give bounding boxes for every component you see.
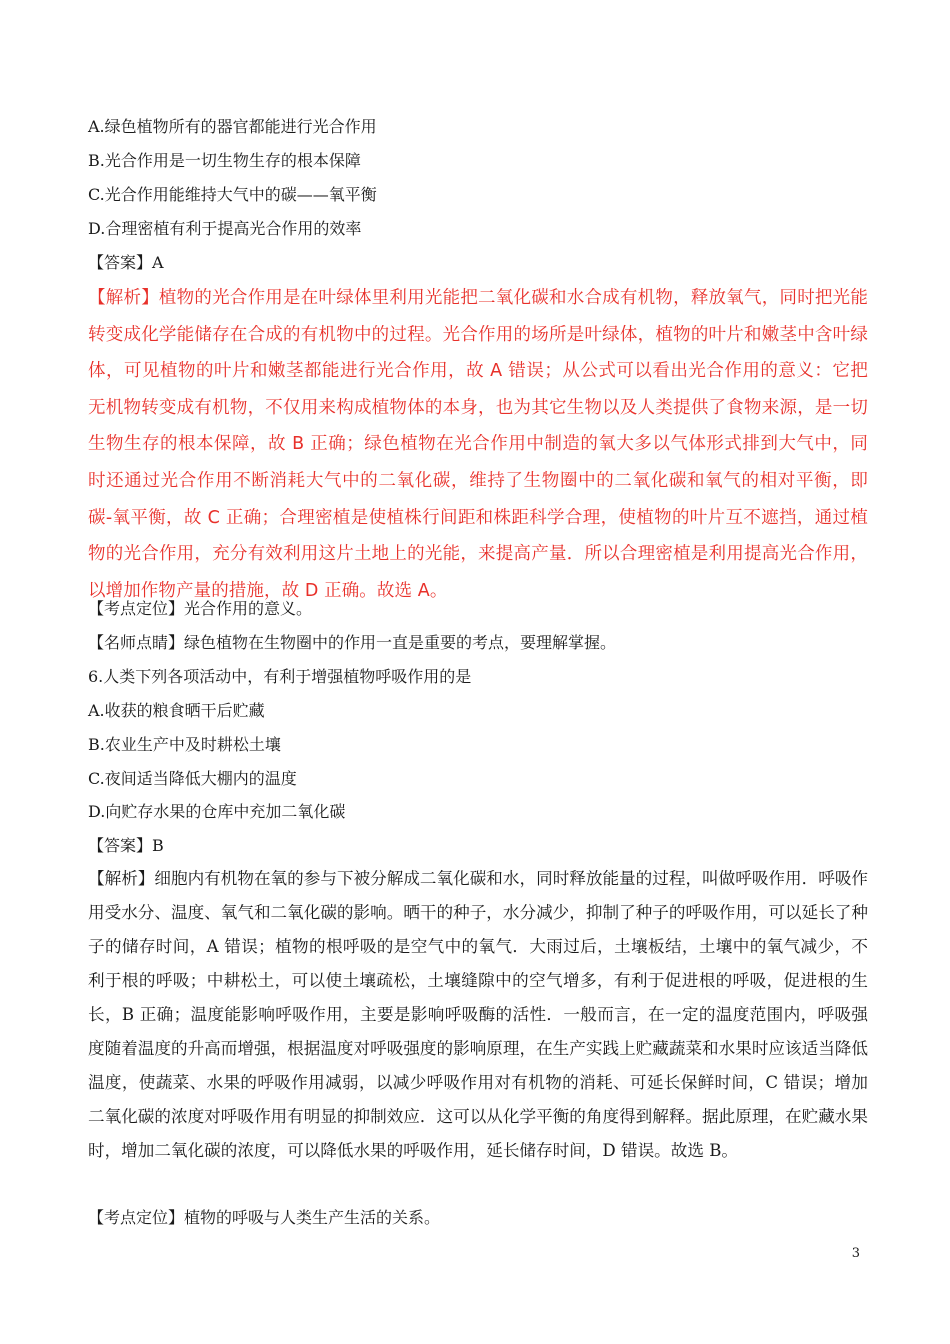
q6-option-b: B.农业生产中及时耕松土壤: [88, 735, 281, 754]
page-number: 3: [851, 1246, 860, 1261]
q6-option-c: C.夜间适当降低大棚内的温度: [88, 769, 297, 788]
q6-analysis-tag: 【解析】: [88, 869, 155, 888]
q5-option-d: D.合理密植有利于提高光合作用的效率: [88, 219, 362, 238]
q5-option-c: C.光合作用能维持大气中的碳——氧平衡: [88, 185, 377, 204]
q6-analysis-text: 细胞内有机物在氧的参与下被分解成二氧化碳和水，同时释放能量的过程，叫做呼吸作用．呼吸作用受水分、温度、氧气和二氧化碳的影响。晒干的种子，水分减少，抑制了种子的呼吸作用，可以延长了种子的储存时间，A 错误；植物的根呼吸的是空气中的氧气．大雨过后，土壤板结，土壤中的氧气减少，不利于根的呼吸；中耕松土，可以使土壤疏松，土壤缝隙中的空气增多，有利于促进根的呼吸，促进根的生长，B 正确；温度能影响呼吸作用，主要是影响呼吸酶的活性．一般而言，在一定的温度范围内，呼吸强度随着温度的升高而增强，根据温度对呼吸强度的影响原理，在生产实践上贮藏蔬菜和水果时应该适当降低温度，使蔬菜、水果的呼吸作用减弱，以减少呼吸作用对有机物的消耗、可延长保鲜时间，C 错误；增加二氧化碳的浓度对呼吸作用有明显的抑制效应．这可以从化学平衡的角度得到解释。据此原理，在贮藏水果时，增加二氧化碳的浓度，可以降低水果的呼吸作用，延长储存时间，D 错误。故选 B。: [88, 869, 869, 1160]
q6-option-a: A.收获的粮食晒干后贮藏: [88, 701, 265, 720]
q5-option-a: A.绿色植物所有的器官都能进行光合作用: [88, 117, 377, 136]
q5-analysis-paragraph: [88, 280, 868, 609]
q5-mingshi: 【名师点睛】绿色植物在生物圈中的作用一直是重要的考点，要理解掌握。: [88, 633, 617, 652]
q6-stem: 6.人类下列各项活动中，有利于增强植物呼吸作用的是: [88, 667, 472, 686]
q6-option-d: D.向贮存水果的仓库中充加二氧化碳: [88, 802, 346, 821]
q5-option-b: B.光合作用是一切生物生存的根本保障: [88, 151, 361, 170]
q5-answer: 【答案】A: [88, 253, 164, 272]
q6-analysis-paragraph: [88, 862, 868, 1168]
q6-answer: 【答案】B: [88, 836, 164, 855]
q6-kaodian: 【考点定位】植物的呼吸与人类生产生活的关系。: [88, 1208, 441, 1227]
q5-analysis-tag: 【解析】: [88, 288, 159, 308]
q5-analysis-text: 植物的光合作用是在叶绿体里利用光能把二氧化碳和水合成有机物，释放氧气，同时把光能转变成化学能储存在合成的有机物中的过程。光合作用的场所是叶绿体，植物的叶片和嫩茎中含叶绿体，可见植物的叶片和嫩茎都能进行光合作用，故 A 错误；从公式可以看出光合作用的意义：它把无机物转变成有机物，不仅用来构成植物体的本身，也为其它生物以及人类提供了食物来源，是一切生物生存的根本保障，故 B 正确；绿色植物在光合作用中制造的氧大多以气体形式排到大气中，同时还通过光合作用不断消耗大气中的二氧化碳，维持了生物圈中的二氧化碳和氧气的相对平衡，即碳-氧平衡，故 C 正确；合理密植是使植株行间距和株距科学合理，使植物的叶片互不遮挡，通过植物的光合作用，充分有效利用这片土地上的光能，来提高产量．所以合理密植是利用提高光合作用，以增加作物产量的措施，故 D 正确。故选 A。: [88, 288, 868, 601]
q5-kaodian: 【考点定位】光合作用的意义。: [88, 599, 313, 618]
